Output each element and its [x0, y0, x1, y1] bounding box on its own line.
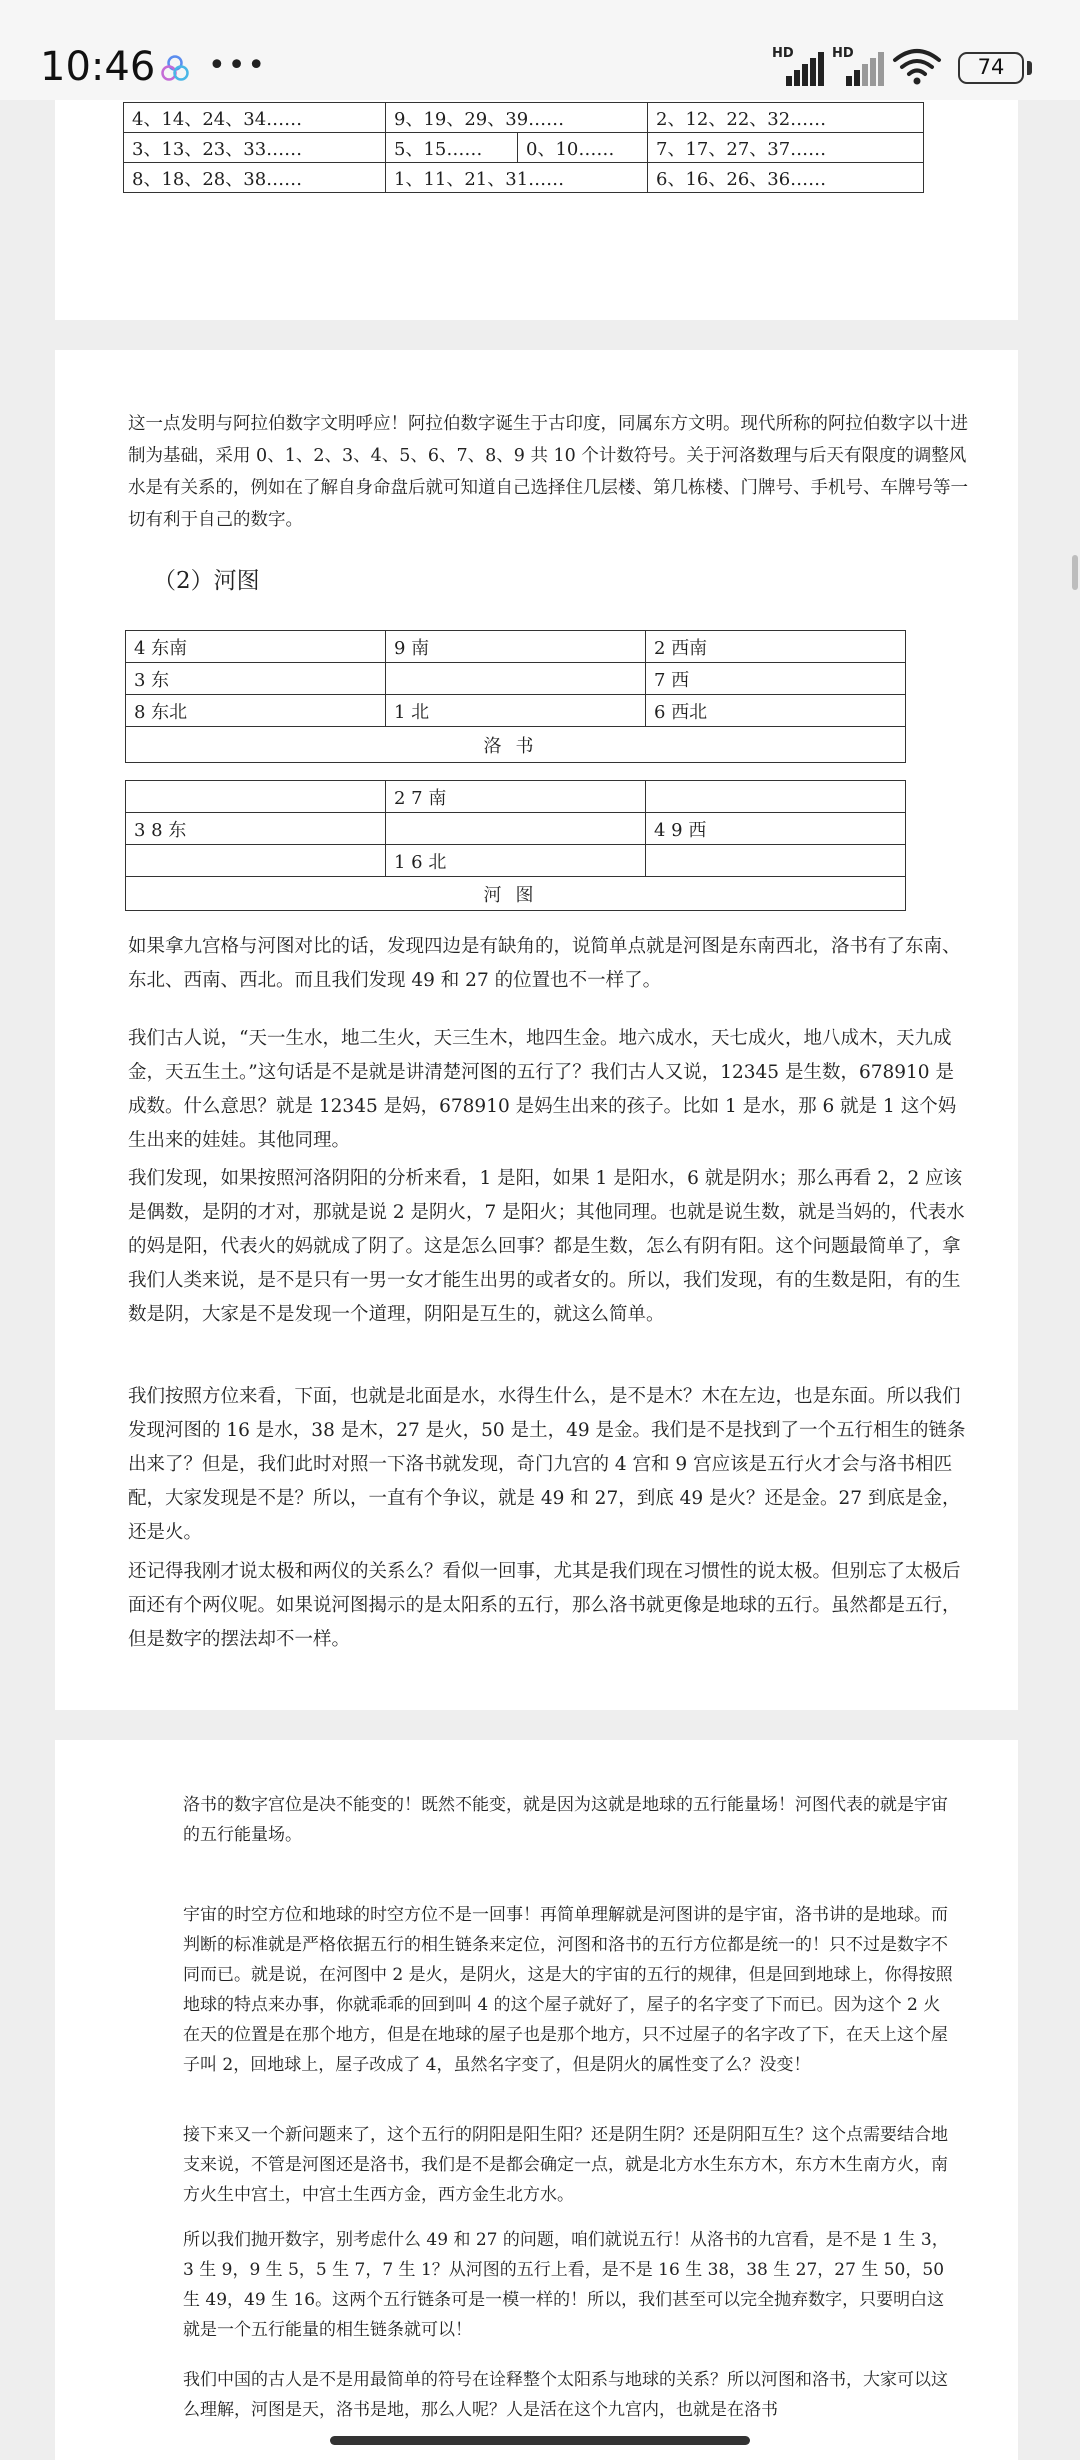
section-heading: （2）河图: [153, 568, 260, 594]
scrollbar-thumb[interactable]: [1072, 555, 1078, 590]
table-cell: 9 南: [386, 631, 646, 663]
document-page-1: [55, 100, 1018, 320]
clock: 10:46: [40, 44, 156, 90]
body-paragraph: 洛书的数字宫位是决不能变的！既然不能变，就是因为这就是地球的五行能量场！河图代表的就是宇宙的五行能量场。: [183, 1795, 948, 1845]
table-cell: [646, 845, 906, 877]
body-paragraph: 我们古人说，“天一生水，地二生火，天三生木，地四生金。地六成水，天七成火，地八成木，天九成金，天五生土。”这句话是不是就是讲清楚河图的五行了？我们古人又说，12345 是生数，678910 是成数。什么意思？就是 12345 是妈，678910 是妈生出来的孩子。比如 1 是水，那 6 就是 1 这个妈生出来的娃娃。其他同理。: [128, 1028, 957, 1151]
luoshu-table: [125, 630, 906, 763]
hetu-table: [125, 780, 906, 911]
home-indicator[interactable]: [330, 2436, 750, 2445]
sim1-hd-label: HD: [772, 46, 794, 61]
wifi-icon: [892, 46, 942, 86]
body-paragraph: 所以我们抛开数字，别考虑什么 49 和 27 的问题，咱们就说五行！从洛书的九宫看，是不是 1 生 3，3 生 9，9 生 5，5 生 7，7 生 1？从河图的五行上看，是不是 16 生 38，38 生 27，27 生 50，50 生 49，49 生 16。这两个五行链条可是一模一样的！所以，我们甚至可以完全抛弃数字，只要明白这就是一个五行能量的相生链条就可以！: [183, 2230, 949, 2340]
table-cell: 2 7 南: [386, 781, 646, 813]
table-row: [126, 727, 906, 763]
table-cell: 3 东: [126, 663, 386, 695]
luoshu-caption: 洛书: [126, 727, 906, 763]
table-cell: 9、19、29、39……: [386, 103, 648, 133]
body-paragraph: 还记得我刚才说太极和两仪的关系么？看似一回事，尤其是我们现在习惯性的说太极。但别忘了太极后面还有个两仪呢。如果说河图揭示的是太阳系的五行，那么洛书就更像是地球的五行。虽然都是五行，但是数字的摆法却不一样。: [128, 1561, 961, 1650]
table-cell: 6、16、26、36……: [648, 163, 924, 193]
table-cell: 1 6 北: [386, 845, 646, 877]
table-row: [126, 695, 906, 727]
table-cell: [126, 845, 386, 877]
battery-tip: [1027, 61, 1032, 75]
table-cell: 8、18、28、38……: [124, 163, 386, 193]
table-row: [126, 877, 906, 911]
body-paragraph: 我们中国的古人是不是用最简单的符号在诠释整个太阳系与地球的关系？所以河图和洛书，大家可以这么理解，河图是天，洛书是地，那么人呢？人是活在这个九宫内，也就是在洛书: [183, 2370, 948, 2420]
table-cell: 1 北: [386, 695, 646, 727]
body-paragraph: 接下来又一个新问题来了，这个五行的阴阳是阳生阳？还是阴生阴？还是阴阳互生？这个点需要结合地支来说，不管是河图还是洛书，我们是不是都会确定一点，就是北方水生东方木，东方木生南方火，南方火生中宫土，中宫土生西方金，西方金生北方水。: [183, 2125, 948, 2205]
table-cell: [646, 781, 906, 813]
signal-sim1-icon: [772, 46, 824, 86]
table-cell: 0、10……: [518, 133, 648, 163]
body-paragraph: 我们按照方位来看，下面，也就是北面是水，水得生什么，是不是木？木在左边，也是东面。所以我们发现河图的 16 是水，38 是木，27 是火，50 是土，49 是金。我们是不是找到了一个五行相生的链条出来了？但是，我们此时对照一下洛书就发现，奇门九宫的 4 宫和 9 宫应该是五行火才会与洛书相匹配，大家发现是不是？所以，一直有个争议，就是 49 和 27，到底 49 是火？还是金。27 到底是金，还是火。: [128, 1386, 966, 1543]
table-cell: 2 西南: [646, 631, 906, 663]
body-paragraph: 如果拿九宫格与河图对比的话，发现四边是有缺角的，说简单点就是河图是东南西北，洛书有了东南、东北、西南、西北。而且我们发现 49 和 27 的位置也不一样了。: [128, 936, 961, 991]
table-cell: 4 9 西: [646, 813, 906, 845]
table-cell: 7、17、27、37……: [648, 133, 924, 163]
table-cell: 4 东南: [126, 631, 386, 663]
status-bar: [0, 0, 1080, 100]
table-cell: 3 8 东: [126, 813, 386, 845]
table-row: [124, 163, 924, 193]
number-groups-table: [123, 102, 924, 193]
table-cell: 4、14、24、34……: [124, 103, 386, 133]
table-row: [124, 133, 924, 163]
table-row: [124, 103, 924, 133]
table-row: [126, 781, 906, 813]
table-cell: 5、15……: [386, 133, 518, 163]
app-notification-icon: [160, 54, 190, 84]
signal-sim2-icon: [832, 46, 884, 86]
table-cell: 6 西北: [646, 695, 906, 727]
table-cell: [126, 781, 386, 813]
more-notifications-icon: •••: [208, 48, 268, 83]
table-cell: 2、12、22、32……: [648, 103, 924, 133]
hetu-caption: 河图: [126, 877, 906, 911]
document-page-2: [55, 350, 1018, 1710]
table-cell: 8 东北: [126, 695, 386, 727]
body-paragraph: 宇宙的时空方位和地球的时空方位不是一回事！再简单理解就是河图讲的是宇宙，洛书讲的是地球。而判断的标准就是严格依据五行的相生链条来定位，河图和洛书的五行方位都是统一的！只不过是数字不同而已。就是说，在河图中 2 是火，是阴火，这是大的宇宙的五行的规律，但是回到地球上，你得按照地球的特点来办事，你就乖乖的回到叫 4 的这个屋子就好了，屋子的名字变了下而已。因为这个 2 火在天的位置是在那个地方，但是在地球的屋子也是那个地方，只不过屋子的名字改了下，在天上这个屋子叫 2，回地球上，屋子改成了 4，虽然名字变了，但是阴火的属性变了么？没变！: [183, 1905, 953, 2075]
table-row: [126, 813, 906, 845]
table-cell: [386, 663, 646, 695]
table-row: [126, 631, 906, 663]
table-cell: [386, 813, 646, 845]
intro-paragraph: 这一点发明与阿拉伯数字文明呼应！阿拉伯数字诞生于古印度，同属东方文明。现代所称的阿拉伯数字以十进制为基础，采用 0、1、2、3、4、5、6、7、8、9 共 10 个计数符号。关于河洛数理与后天有限度的调整风水是有关系的，例如在了解自身命盘后就可知道自己选择住几层楼、第几栋楼、门牌号、手机号、车牌号等一切有利于自己的数字。: [128, 414, 968, 530]
table-cell: 1、11、21、31……: [386, 163, 648, 193]
table-row: [126, 663, 906, 695]
document-page-3: [55, 1740, 1018, 2460]
sim2-hd-label: HD: [832, 46, 854, 61]
battery-icon: 74: [958, 52, 1024, 84]
table-cell: 7 西: [646, 663, 906, 695]
table-row: [126, 845, 906, 877]
body-paragraph: 我们发现，如果按照河洛阴阳的分析来看，1 是阳，如果 1 是阳水，6 就是阴水；那么再看 2，2 应该是偶数，是阴的才对，那就是说 2 是阴火，7 是阳火；其他同理。也就是说生数，就是当妈的，代表水的妈是阳，代表火的妈就成了阴了。这是怎么回事？都是生数，怎么有阴有阳。这个问题最简单了，拿我们人类来说，是不是只有一男一女才能生出男的或者女的。所以，我们发现，有的生数是阳，有的生数是阴，大家是不是发现一个道理，阴阳是互生的，就这么简单。: [128, 1168, 965, 1325]
table-cell: 3、13、23、33……: [124, 133, 386, 163]
